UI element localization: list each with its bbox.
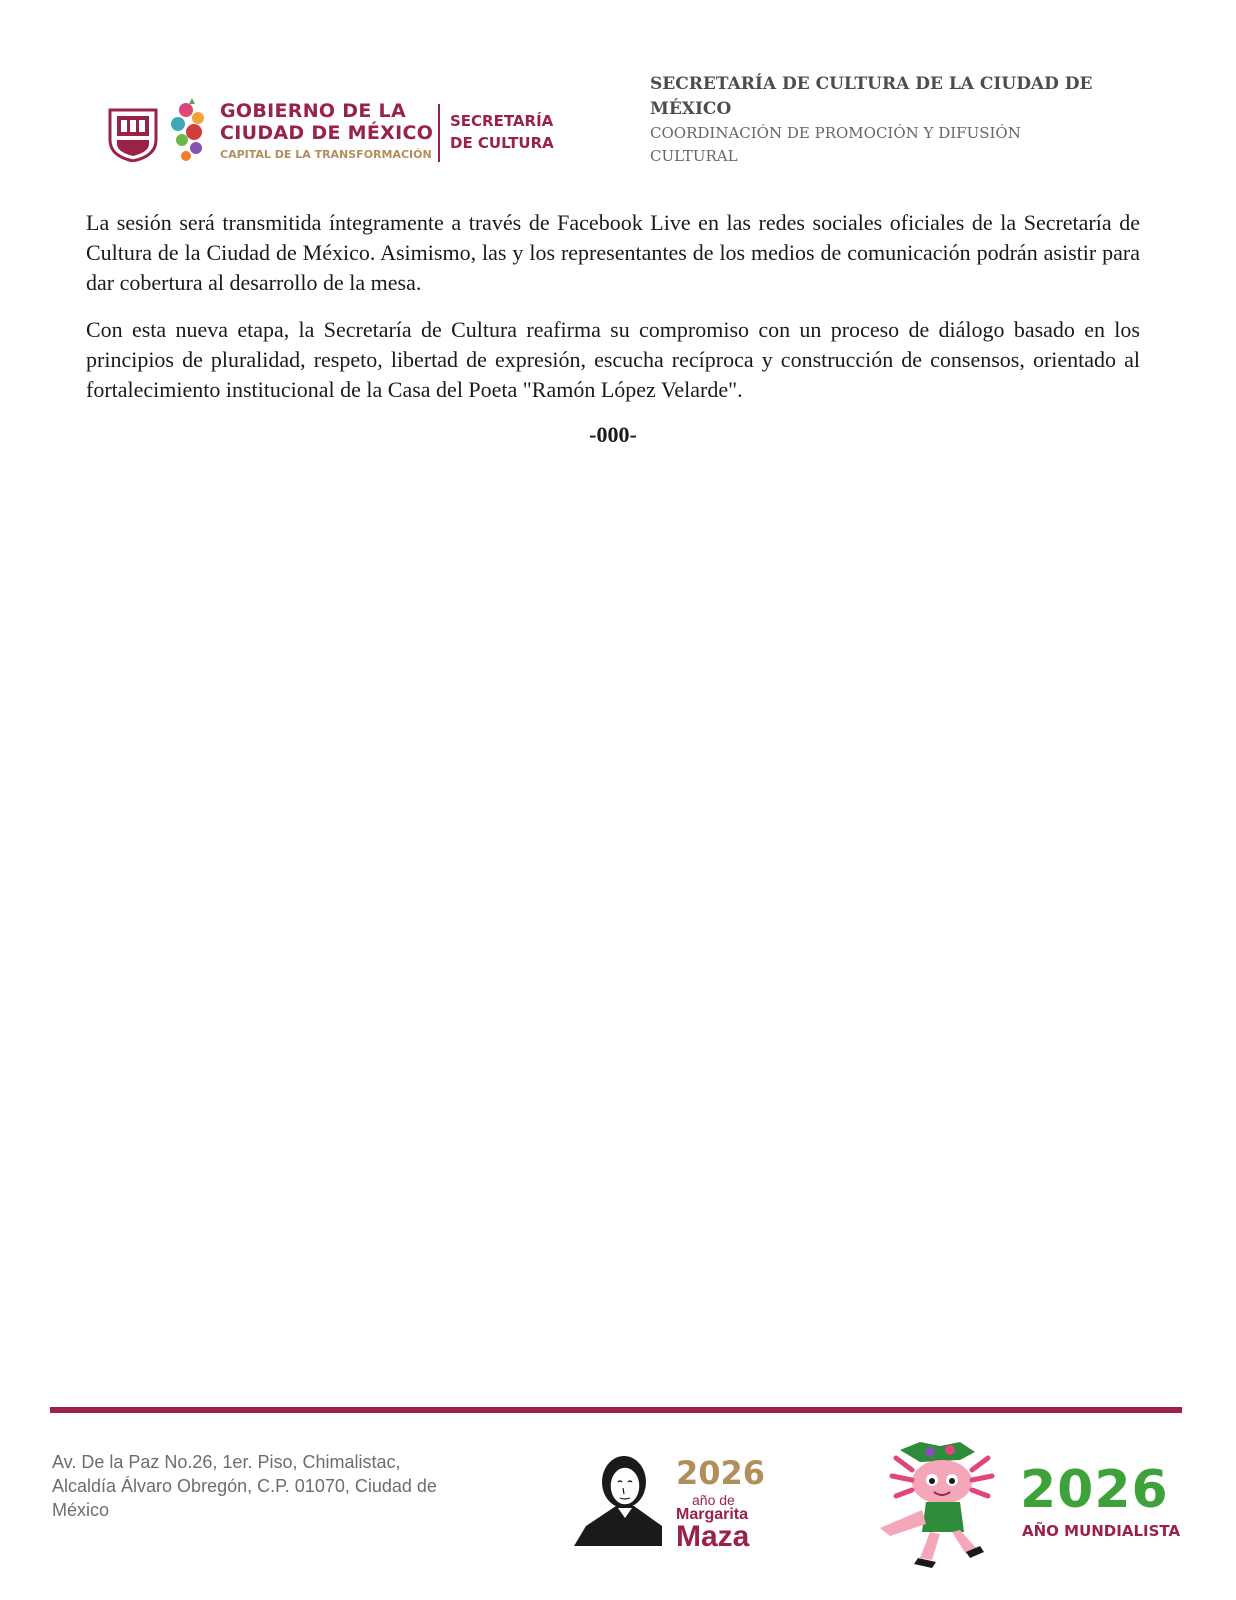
secretaria-label [450, 110, 554, 154]
maza-last-name: Maza [676, 1520, 750, 1553]
department-name [650, 122, 1170, 168]
footer-divider [50, 1407, 1182, 1413]
government-name-line2: CIUDAD DE MÉXICO [220, 122, 434, 144]
government-name-line1: GOBIERNO DE LA [220, 100, 406, 122]
office-name [650, 72, 1170, 122]
document-body [86, 208, 1140, 448]
body-paragraph: Con esta nueva etapa, la Secretaría de Cultura reafirma su compromiso con un proceso de diálogo basado en los principios de pluralidad, respeto, libertad de expresión, escucha recíproca y construcción de consensos, orientado al fortalecimiento institucional de la Casa del Poeta "Ramón López Velarde". [86, 317, 1140, 402]
coat-of-arms-icon [108, 106, 158, 162]
maza-first-name: Margarita [676, 1506, 749, 1523]
secretaria-label-line1: SECRETARÍA [450, 112, 554, 130]
government-slogan: CAPITAL DE LA TRANSFORMACIÓN [220, 148, 432, 161]
portrait-icon [570, 1452, 670, 1548]
closing-mark: -000- [589, 422, 637, 447]
government-logo [108, 96, 568, 170]
logo-divider [438, 104, 440, 162]
government-name [220, 100, 433, 144]
mundial-year: 2026 [1020, 1460, 1169, 1520]
maza-year: 2026 [676, 1454, 766, 1492]
maza-ano: año de [692, 1492, 735, 1508]
heart-flower-icon [164, 96, 214, 166]
address-line2: Alcaldía Álvaro Obregón, C.P. 01070, Ciudad de [52, 1476, 437, 1496]
secretaria-label-line2: DE CULTURA [450, 134, 554, 152]
footer-address [52, 1450, 492, 1522]
address-line3: México [52, 1500, 110, 1520]
department-name-line1: COORDINACIÓN DE PROMOCIÓN Y DIFUSIÓN [650, 124, 1021, 142]
body-paragraph: La sesión será transmitida íntegramente a través de Facebook Live en las redes sociales oficiales de la Secretaría de Cultura de la Ciudad de México. Asimismo, las y los representantes de los medios de comunicación podrán asistir para dar cobertura al desarrollo de la mesa. [86, 210, 1140, 295]
office-heading [650, 72, 1170, 168]
office-name-line1: SECRETARÍA DE CULTURA DE LA CIUDAD DE [650, 74, 1093, 94]
margarita-maza-logo [570, 1452, 770, 1552]
address-line1: Av. De la Paz No.26, 1er. Piso, Chimalistac, [52, 1452, 401, 1472]
world-cup-logo [860, 1440, 1190, 1570]
axolotl-mascot-icon [860, 1440, 1020, 1570]
office-name-line2: MÉXICO [650, 99, 732, 119]
mundial-label: AÑO MUNDIALISTA [1022, 1522, 1181, 1540]
department-name-line2: CULTURAL [650, 147, 738, 165]
